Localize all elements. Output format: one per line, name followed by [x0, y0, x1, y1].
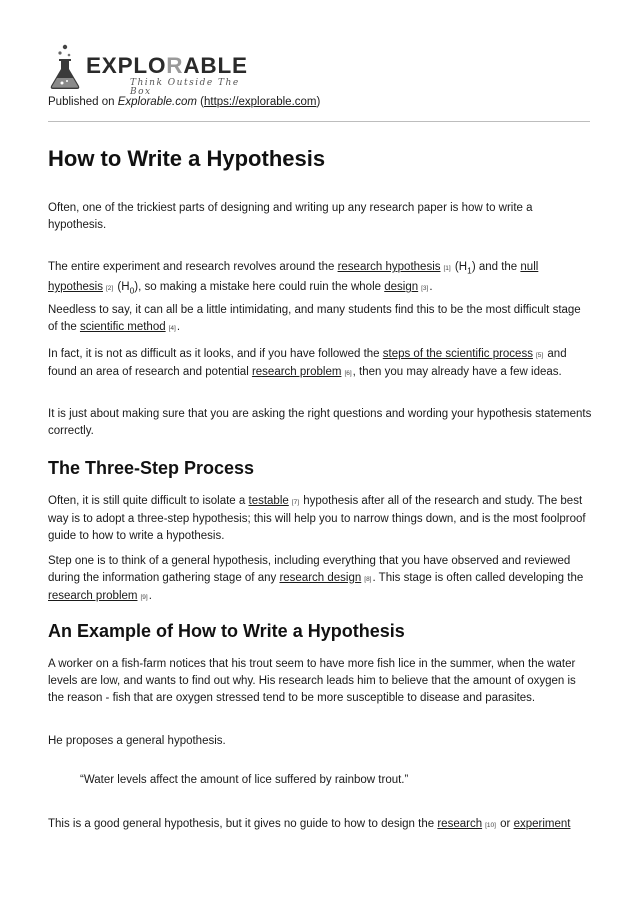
example-paragraph-3: This is a good general hypothesis, but it gives no guide to how to design the research [10] or experiment [48, 818, 571, 830]
reference-marker: [8] [364, 576, 372, 583]
research-problem-link-2[interactable]: research problem [48, 590, 138, 602]
scientific-method-link[interactable]: scientific method [79, 321, 166, 333]
header-divider [48, 121, 590, 122]
reference-marker: [6] [344, 370, 352, 377]
section-heading-example: An Example of How to Write a Hypothesis [48, 621, 405, 641]
reference-marker: [1] [443, 265, 451, 272]
published-line: Published on Explorable.com (https://explorable.com) [48, 96, 321, 108]
null-hypothesis-link[interactable]: null hypothesis [48, 261, 539, 294]
research-hypothesis-link[interactable]: research hypothesis [337, 261, 441, 273]
experiment-link[interactable]: experiment [513, 818, 571, 830]
logo-tagline: Think Outside The Box [130, 78, 240, 97]
three-step-paragraph-2: Step one is to think of a general hypothesis, including everything that you have observed and reviewed during the information gathering stage of any research design [8]. This stage is often called developing the research problem [9]. [48, 555, 584, 602]
page-title: How to Write a Hypothesis [48, 146, 326, 171]
intro-paragraph-3: Needless to say, it can all be a little intimidating, and many students find this to be the most difficult stage of the scientific method [4]. [48, 304, 581, 333]
example-paragraph-1: A worker on a fish-farm notices that his trout seem to have more fish lice in the summer, when the water levels are low, and wants to find out why. His research leads him to believe that the amount of oxygen is the reason - fish that are oxygen stressed tend to be more susceptible to disease and parasites. [48, 658, 576, 704]
section-heading-three-step: The Three-Step Process [48, 458, 255, 478]
intro-paragraph-5: It is just about making sure that you are asking the right questions and wording your hypothesis statements correctly. [48, 408, 592, 437]
reference-marker: [10] [485, 822, 496, 829]
site-name: Explorable.com [117, 96, 197, 108]
research-problem-link[interactable]: research problem [251, 366, 342, 378]
research-design-link[interactable]: research design [279, 572, 362, 584]
reference-marker: [2] [105, 285, 114, 293]
explorable-logo[interactable] [48, 44, 248, 97]
reference-marker: [9] [140, 594, 148, 601]
steps-of-scientific-process-link[interactable]: steps of the scientific process [382, 348, 533, 360]
hypothesis-quote: “Water levels affect the amount of lice suffered by rainbow trout.” [80, 774, 409, 786]
research-link[interactable]: research [437, 818, 483, 830]
reference-marker: [5] [535, 352, 544, 359]
example-paragraph-2: He proposes a general hypothesis. [48, 735, 226, 747]
intro-paragraph-2: The entire experiment and research revolves around the research hypothesis [1] $(H_1)$ and the null hypothesis [2] $(H_0)$, so making a mistake here could ruin the whole design [3]. [48, 261, 539, 296]
intro-paragraph-4: In fact, it is not as difficult as it looks, and if you have followed the steps of the scientific process [5] and found an area of research and potential research problem [6], then you may already have a few ideas. [48, 348, 567, 378]
reference-marker: [7] [291, 499, 300, 506]
intro-paragraph-1: Often, one of the trickiest parts of designing and writing up any research paper is how to write a hypothesis. [48, 202, 533, 231]
design-link[interactable]: design [384, 281, 419, 294]
flask-logo-icon [48, 44, 82, 90]
reference-marker: [3] [421, 285, 429, 293]
testable-link[interactable]: testable [248, 495, 289, 507]
three-step-paragraph-1: Often, it is still quite difficult to isolate a testable [7] hypothesis after all of the research and study. The best way is to adopt a three-step hypothesis; this will help you to narrow things down, and is the most foolproof guide to how to write a hypothesis. [48, 495, 586, 542]
site-url-link[interactable]: https://explorable.com [204, 96, 317, 108]
logo-wordmark: EXPLORABLE [86, 53, 248, 78]
reference-marker: [4] [168, 325, 176, 332]
